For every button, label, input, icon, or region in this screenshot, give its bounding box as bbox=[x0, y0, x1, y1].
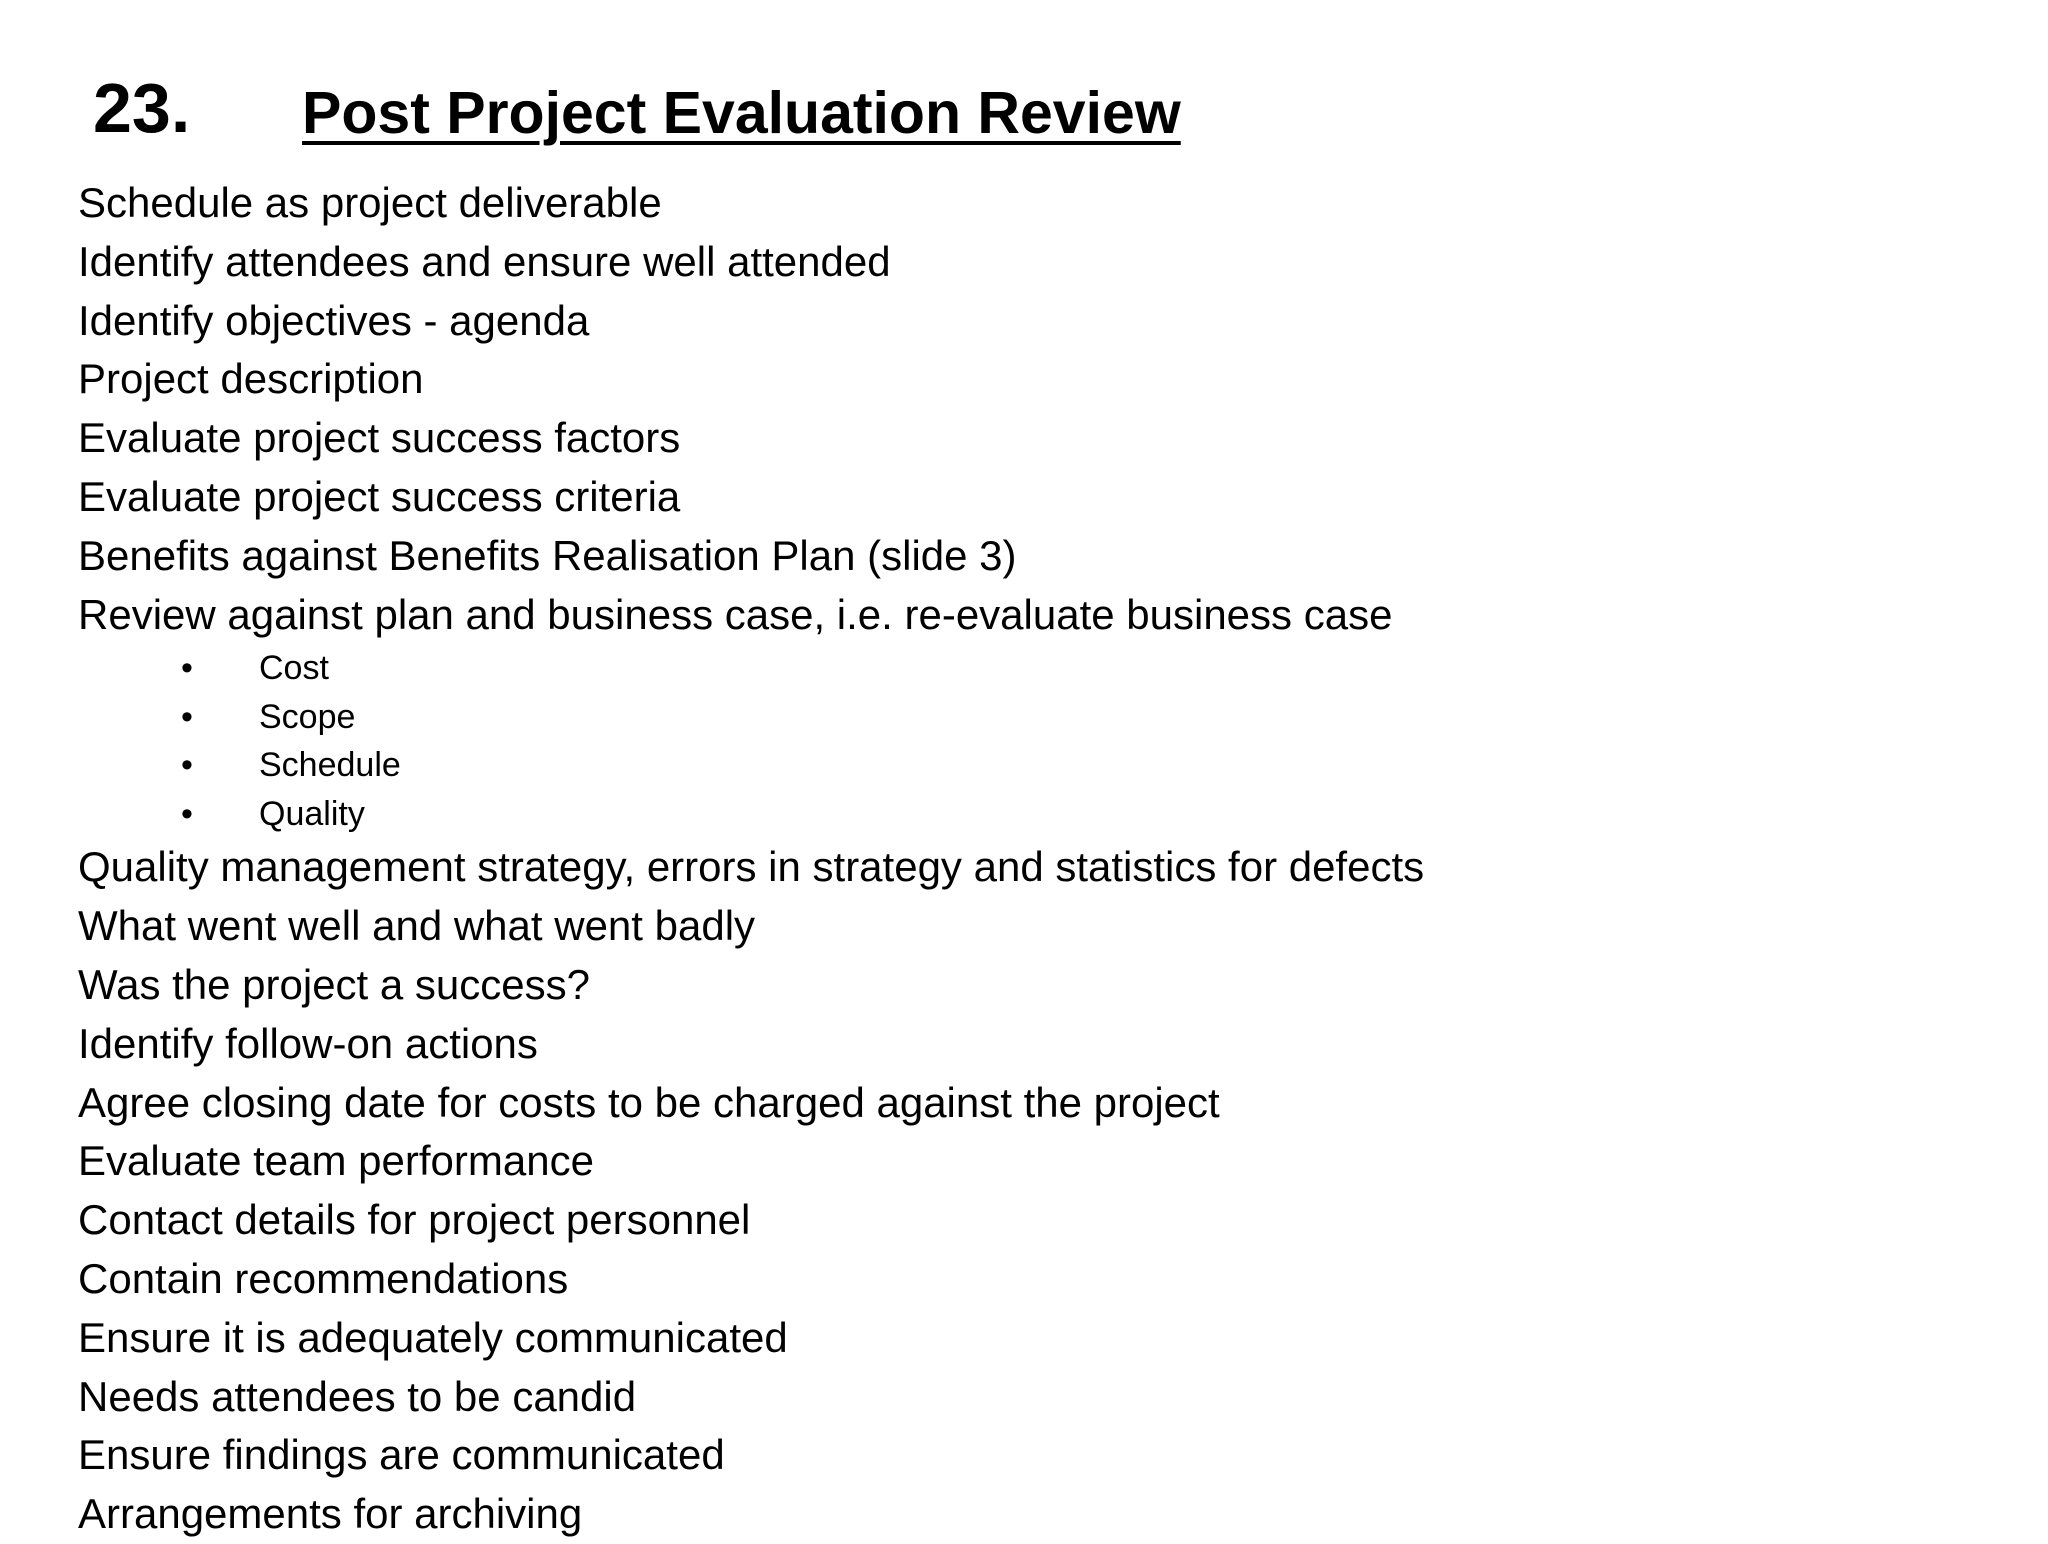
sub-list-item-label: Quality bbox=[259, 794, 365, 833]
sub-list-item bbox=[78, 741, 1978, 790]
sub-list-item bbox=[78, 693, 1978, 742]
sub-list-item-label: Schedule bbox=[259, 746, 401, 785]
bullet-icon: • bbox=[181, 649, 193, 688]
content-line: Identify follow-on actions bbox=[78, 1019, 538, 1067]
sub-list-item-label: Cost bbox=[259, 649, 329, 688]
bullet-icon: • bbox=[181, 794, 193, 833]
review-criteria-list bbox=[78, 644, 1978, 838]
content-line: Project description bbox=[78, 355, 424, 403]
content-line: Agree closing date for costs to be charged against the project bbox=[78, 1078, 1220, 1126]
content-line: Needs attendees to be candid bbox=[78, 1372, 637, 1420]
content-line: Identify attendees and ensure well attended bbox=[78, 237, 891, 285]
sub-list-item-label: Scope bbox=[259, 697, 356, 736]
slide-number: 23. bbox=[93, 69, 191, 147]
content-line: Contact details for project personnel bbox=[78, 1196, 751, 1244]
content-line: Evaluate team performance bbox=[78, 1137, 594, 1185]
slide-title: Post Project Evaluation Review bbox=[302, 80, 1181, 146]
content-line: Contain recommendations bbox=[78, 1254, 569, 1302]
content-line: Benefits against Benefits Realisation Plan (slide 3) bbox=[78, 531, 1017, 579]
content-line: Quality management strategy, errors in strategy and statistics for defects bbox=[78, 843, 1425, 891]
sub-list-item bbox=[78, 644, 1978, 693]
content-line: Was the project a success? bbox=[78, 960, 590, 1008]
slide-content bbox=[78, 174, 1978, 1544]
content-line: Arrangements for archiving bbox=[78, 1490, 583, 1538]
content-line: Evaluate project success criteria bbox=[78, 472, 681, 520]
sub-list-item bbox=[78, 790, 1978, 839]
bullet-icon: • bbox=[181, 746, 193, 785]
content-line: Ensure it is adequately communicated bbox=[78, 1313, 788, 1361]
content-line: What went well and what went badly bbox=[78, 902, 756, 950]
content-line: Identify objectives - agenda bbox=[78, 296, 590, 344]
content-line: Schedule as project deliverable bbox=[78, 179, 662, 226]
content-line: Ensure findings are communicated bbox=[78, 1431, 725, 1479]
bullet-icon: • bbox=[181, 697, 193, 736]
content-line: Review against plan and business case, i.e. re-evaluate business case bbox=[78, 590, 1393, 638]
content-line: Evaluate project success factors bbox=[78, 414, 681, 462]
